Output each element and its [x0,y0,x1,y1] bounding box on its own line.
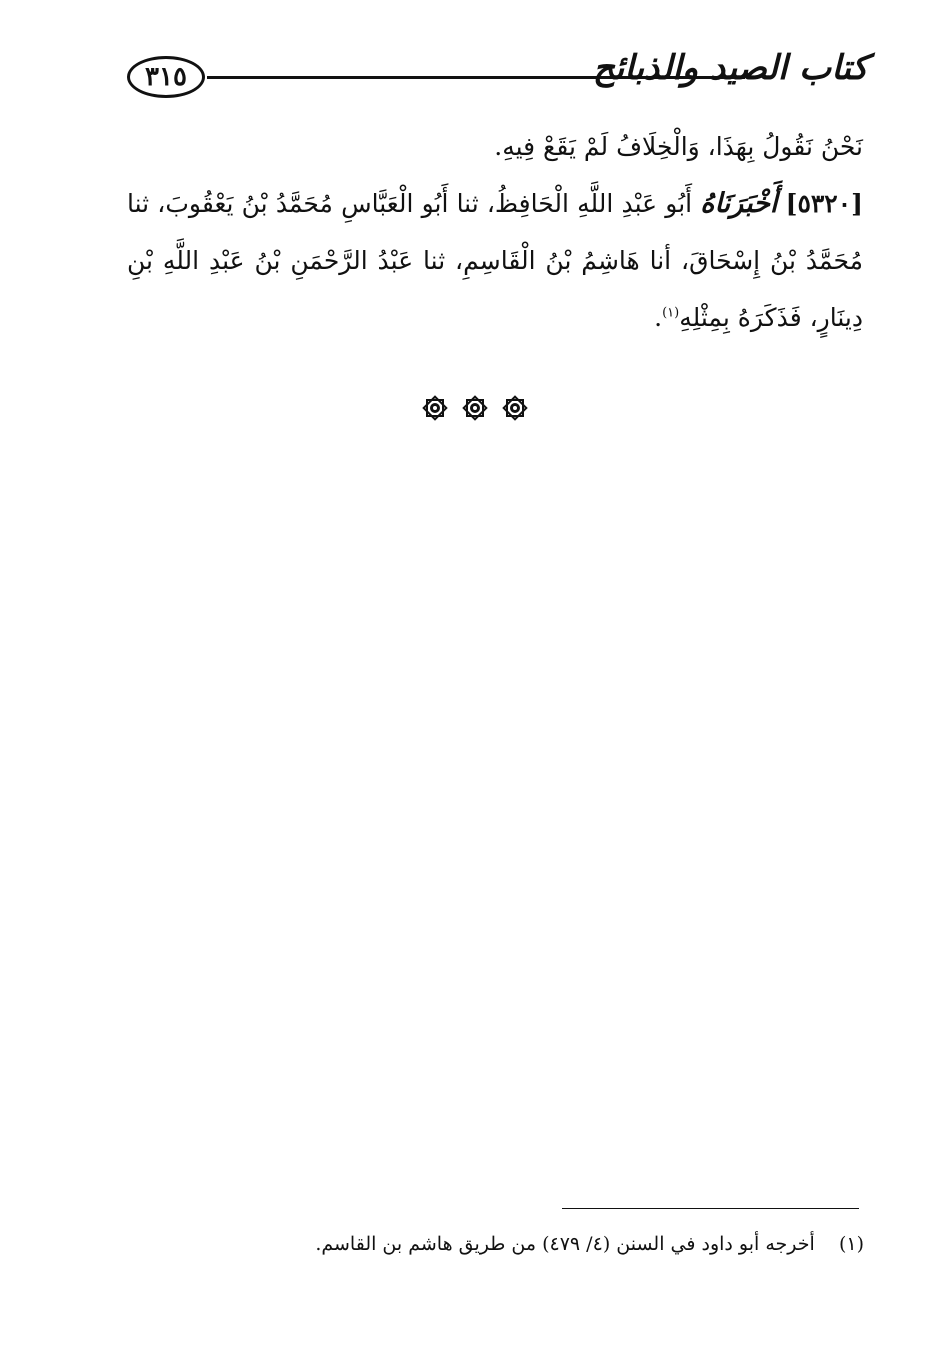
hadith-paragraph [127,175,863,346]
ornament-icon [420,393,450,423]
hadith-number: [٥٣٢٠] [785,189,864,218]
hadith-text: أَبُو عَبْدِ اللَّهِ الْحَافِظُ، ثنا أَبُو الْعَبَّاسِ مُحَمَّدُ بْنُ يَعْقُوبَ، ثنا مُحَمَّدُ بْنُ إِسْحَاقَ، أنا هَاشِمُ بْنُ الْقَاسِمِ، ثنا عَبْدُ الرَّحْمَنِ بْنُ عَبْدِ اللَّهِ بْنِ دِينَارٍ، فَذَكَرَهُ بِمِثْلِهِ [127,189,863,332]
footnote-marker: (١) [838,1233,864,1255]
footnote-reference: (١) [662,305,680,321]
footnote-text: أخرجه أبو داود في السنن (٤/ ٤٧٩) من طريق هاشم بن القاسم. [315,1233,815,1255]
section-ornaments [420,392,530,424]
footnote [164,1233,864,1255]
page-number-text: ٣١٥ [145,62,187,92]
akhbarana-label: أَخْبَرَنَاهُ [700,188,778,219]
footnote-rule [562,1208,859,1209]
ornament-icon [460,393,490,423]
body-line-1: نَحْنُ نَقُولُ بِهَذَا، وَالْخِلَافُ لَمْ يَقَعْ فِيهِ. [494,132,863,161]
body-text [127,118,863,346]
ornament-icon [500,393,530,423]
running-title: كتاب الصيد والذبائح [592,48,868,88]
page-number [127,56,205,98]
end-punctuation: . [654,303,663,332]
